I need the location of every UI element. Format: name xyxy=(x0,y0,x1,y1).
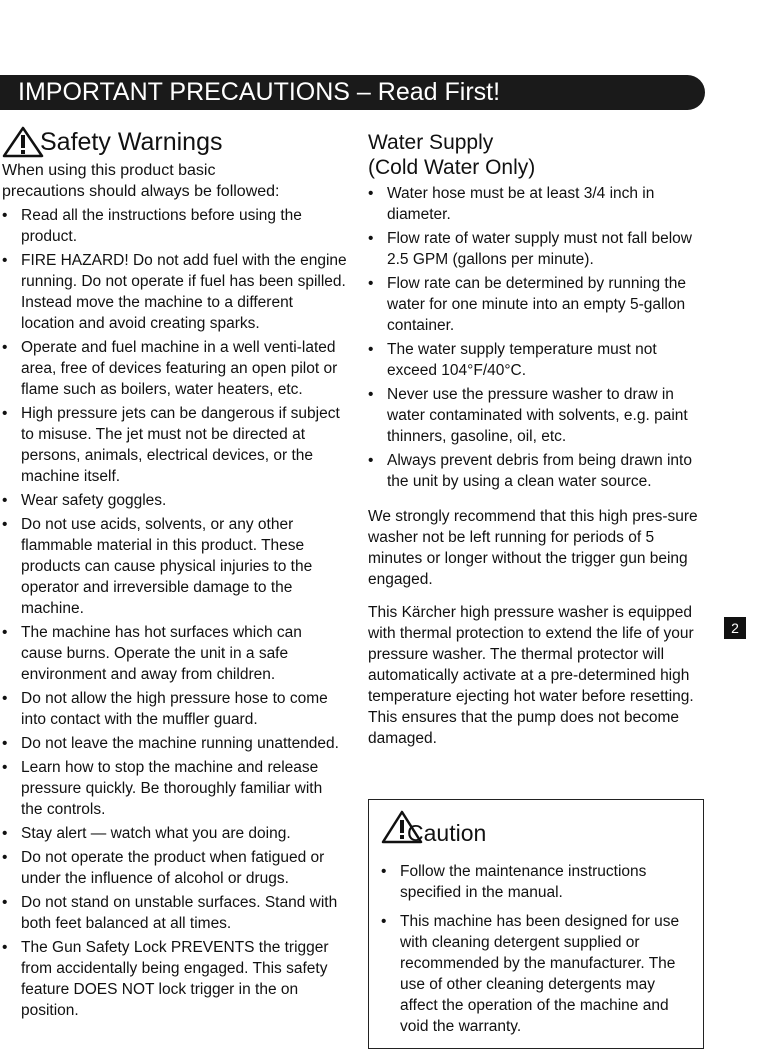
safety-item: • High pressure jets can be dangerous if subject to misuse. The jet must not be directed at persons, animals, electrical devices, or the machine itself. xyxy=(2,403,347,487)
caution-item: • This machine has been designed for use with cleaning detergent supplied or recommended by the manufacturer. The use of other cleaning detergents may affect the operation of the machine and void the warranty. xyxy=(381,911,691,1037)
safety-warnings-heading xyxy=(2,126,347,158)
safety-item: • FIRE HAZARD! Do not add fuel with the engine running. Do not operate if fuel has been spilled. Instead move the machine to a different location and avoid creating sparks. xyxy=(2,250,347,334)
water-supply-item: • The water supply temperature must not exceed 104°F/40°C. xyxy=(368,339,708,381)
safety-warnings-title: Safety Warnings xyxy=(40,128,223,156)
water-supply-item: • Flow rate of water supply must not fall below 2.5 GPM (gallons per minute). xyxy=(368,228,708,270)
safety-intro-line2: precautions should always be followed: xyxy=(2,183,280,200)
water-supply-heading xyxy=(368,130,708,180)
thermal-protection-paragraph: This Kärcher high pressure washer is equipped with thermal protection to extend the life of your pressure washer. The thermal protector will automatically activate at a pre-determined high temperature ejecting hot water before resetting. This ensures that the pump does not become damaged. xyxy=(368,604,694,747)
safety-item: • Read all the instructions before using the product. xyxy=(2,205,347,247)
caution-heading xyxy=(381,810,502,844)
warning-triangle-icon xyxy=(2,126,44,158)
safety-item: • Wear safety goggles. xyxy=(2,490,347,511)
safety-item: • The Gun Safety Lock PREVENTS the trigger from accidentally being engaged. This safety feature DOES NOT lock trigger in the on position. xyxy=(2,937,347,1021)
recommendation-paragraph: We strongly recommend that this high pres-sure washer not be left running for periods of 5 minutes or longer without the trigger gun being engaged. xyxy=(368,508,698,588)
safety-item: • Do not leave the machine running unattended. xyxy=(2,733,347,754)
safety-item: • Do not operate the product when fatigued or under the influence of alcohol or drugs. xyxy=(2,847,347,889)
safety-warnings-section xyxy=(2,126,347,1021)
caution-title: Caution xyxy=(407,820,487,846)
water-supply-item: • Never use the pressure washer to draw in water contaminated with solvents, e.g. paint thinners, gasoline, oil, etc. xyxy=(368,384,708,447)
header-banner xyxy=(0,75,705,110)
safety-intro-line1: When using this product basic xyxy=(2,162,216,179)
safety-item: • Operate and fuel machine in a well venti-lated area, free of devices featuring an open pilot or flame such as boilers, water heaters, etc. xyxy=(2,337,347,400)
safety-item: • Learn how to stop the machine and release pressure quickly. Be thoroughly familiar with the controls. xyxy=(2,757,347,820)
water-supply-title-line2: (Cold Water Only) xyxy=(368,156,536,179)
water-supply-item: • Always prevent debris from being drawn into the unit by using a clean water source. xyxy=(368,450,708,492)
page-number: 2 xyxy=(724,617,746,639)
safety-item: • The machine has hot surfaces which can cause burns. Operate the unit in a safe environment and away from children. xyxy=(2,622,347,685)
safety-item: • Stay alert — watch what you are doing. xyxy=(2,823,347,844)
water-supply-section xyxy=(368,126,708,749)
safety-item: • Do not use acids, solvents, or any other flammable material in this product. These products can cause physical injuries to the operator and irreversible damage to the machine. xyxy=(2,514,347,619)
water-supply-list xyxy=(368,183,708,492)
water-supply-title-line1: Water Supply xyxy=(368,131,494,154)
safety-list xyxy=(2,205,347,1021)
water-supply-item: • Water hose must be at least 3/4 inch in diameter. xyxy=(368,183,708,225)
page-title: IMPORTANT PRECAUTIONS – Read First! xyxy=(18,78,501,106)
safety-intro xyxy=(2,160,347,202)
caution-item: • Follow the maintenance instructions specified in the manual. xyxy=(381,861,691,903)
water-supply-item: • Flow rate can be determined by running the water for one minute into an empty 5-gallon container. xyxy=(368,273,708,336)
caution-list xyxy=(381,858,691,1037)
safety-item: • Do not allow the high pressure hose to come into contact with the muffler guard. xyxy=(2,688,347,730)
safety-item: • Do not stand on unstable surfaces. Stand with both feet balanced at all times. xyxy=(2,892,347,934)
caution-box xyxy=(368,799,704,1049)
